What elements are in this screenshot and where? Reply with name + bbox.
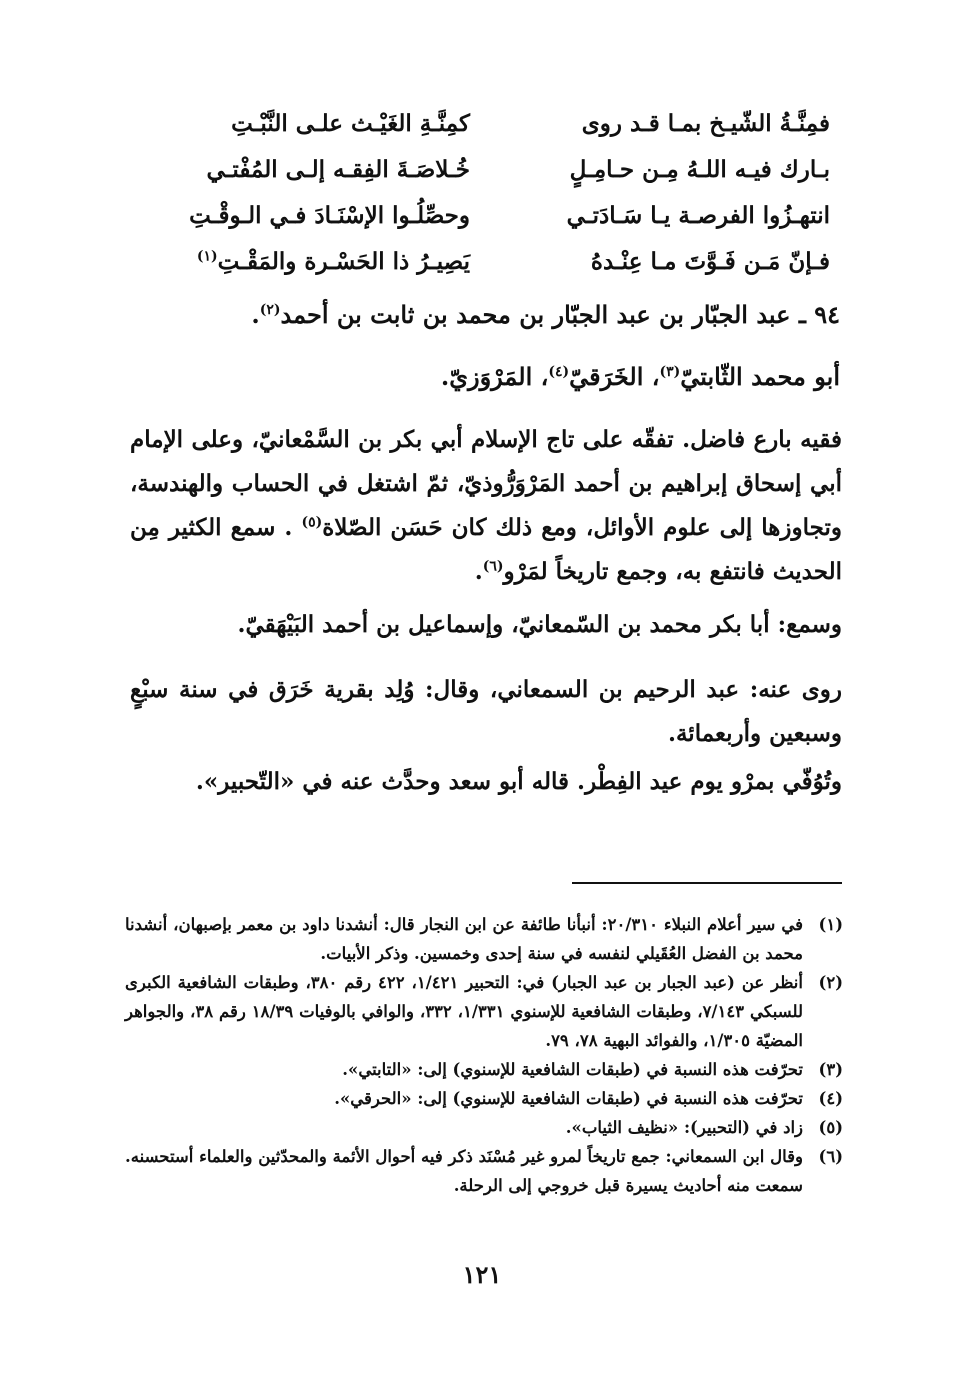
verse-first-hemistich: فـإنّ مَـن فَـوَّتَ مـا عِنْـدهُ — [590, 247, 830, 275]
footnote-text: زاد في (التحبير): «نظيف الثياب». — [565, 1118, 803, 1137]
verse-second-hemistich — [150, 110, 470, 137]
verse-second-hemistich — [150, 156, 470, 183]
footnote-text: أنظر عن (عبد الجبار بن عبد الجبار) في: التحبير ١/٤٢١، ٤٢٢ رقم ٣٨٠، وطبقات الشافعية الكبرى للسبكي ٧/١٤٣، وطبقات الشافعية للإسنوي ١/٣٣١، ٣٣٢، والوافي بالوفيات ١٨/٣٩ رقم ٣٨، والجواهر المضيّة ١/٣٠٥، والفوائد البهية ٧٨، ٧٩. — [125, 973, 803, 1050]
verse-second-text: خُـلاصَـةَ الفِقـه إلـى المُفْتـي — [206, 155, 470, 183]
paragraph-text: . سمع الكثير مِن الحديث فانتفع به، وجمع تاريخاً لمَرْو — [130, 514, 842, 585]
footnote-text: في سير أعلام النبلاء ٢٠/٣١٠: أنبأنا طائفة عن ابن النجار قال: أنشدنا داود بن معمر بإصبهان، أنشدنا محمد بن الفضل العُقَيلي لنفسه في سنة إحدى وخمسين. وذكر الأبيات. — [125, 915, 803, 963]
footnote-item — [125, 968, 843, 1055]
footnote-number: (١) — [818, 915, 843, 934]
body-paragraph: وتُوُفّي بمرْو يوم عيد الفِطْر. قاله أبو سعد وحدَّث عنه في «التّحبير». — [195, 768, 842, 795]
footnote-ref: (٥) — [301, 514, 323, 531]
footnote-text: تحرّفت هذه النسبة في (طبقات الشافعية للإسنوي) إلى: «الحرقي». — [334, 1089, 803, 1108]
paragraph-text: . — [474, 558, 483, 585]
poem-verses — [150, 100, 830, 284]
footnote-number: (٦) — [818, 1147, 843, 1166]
footnote-number: (٤) — [818, 1089, 843, 1108]
footnote-divider — [572, 882, 842, 884]
footnote-ref: (٦) — [482, 558, 504, 575]
footnote-text: وقال ابن السمعاني: جمع تاريخاً لمرو غير مُسْنَد ذكر فيه أحوال الأئمة والمحدّثين والعلماء أستحسنه. سمعت منه أحاديث يسيرة قبل خروجي إلى الرحلة. — [125, 1147, 803, 1195]
verse-first-hemistich: انتهـزُوا الفرصـة يـا سَـادَتـي — [566, 201, 830, 229]
footnote-number: (٢) — [818, 973, 843, 992]
body-paragraph — [130, 418, 842, 594]
verse-first-hemistich: فمِنَّـةُ الشّيـخ بمـا قـد روى — [581, 109, 830, 137]
entry-title-end: . — [251, 300, 260, 329]
verse-line — [150, 192, 830, 238]
footnote-item — [125, 1055, 843, 1084]
body-paragraph: روى عنه: عبد الرحيم بن السمعاني، وقال: وُلِد بقرية خَرَق في سنة سبْعٍ وسبعين وأربعمائة. — [130, 676, 842, 747]
verse-line — [150, 146, 830, 192]
nisba-part: أبو محمد الثّابتيّ — [680, 362, 840, 391]
verse-line — [150, 238, 830, 284]
verse-second-hemistich — [150, 202, 470, 229]
footnote-item — [125, 910, 843, 968]
footnote-text: تحرّفت هذه النسبة في (طبقات الشافعية للإسنوي) إلى: «التابتي». — [342, 1060, 803, 1079]
verse-second-text: يَصِيـرُ ذا الحَسْـرة والمَقْـتِ — [217, 247, 470, 275]
nisba-part: ، المَرْوَزيّ. — [440, 362, 549, 391]
verse-second-text: كمِنَّـةِ الغَيْـث علـى النَّبْـتِ — [231, 109, 470, 137]
verse-second-hemistich — [150, 248, 470, 275]
paragraph-text: فقيه بارع فاضل. تفقّه على تاج الإسلام أبي بكر بن السَّمْعانيّ، وعلى الإمام أبي إسحاق إبراهيم بن أحمد المَرْوَرُّوذيّ، ثمّ اشتغل في الحساب والهندسة، وتجاوزها إلى علوم الأوائل، ومع ذلك كان حَسَن الصّلاة — [130, 426, 842, 541]
entry-nisba — [140, 362, 840, 391]
verse-first-hemistich: بـارك فيـه اللـهُ مِـن حـامِـلٍ — [569, 155, 830, 183]
footnote-ref: (٢) — [259, 302, 281, 318]
page-number: ١٢١ — [462, 1260, 502, 1289]
footnote-ref: (٤) — [548, 364, 570, 380]
entry-title — [140, 300, 840, 329]
footnote-number: (٥) — [818, 1118, 843, 1137]
footnotes — [125, 910, 843, 1200]
footnote-item — [125, 1113, 843, 1142]
verse-second-text: وحصِّلُـوا الإسْنَـادَ فـي الـوقْـتِ — [189, 201, 470, 229]
footnote-ref: (٣) — [659, 364, 681, 380]
footnote-number: (٣) — [818, 1060, 843, 1079]
footnote-item — [125, 1084, 843, 1113]
footnote-ref: (١) — [196, 247, 218, 264]
body-paragraph: وسمع: أبا بكر محمد بن السّمعانيّ، وإسماعيل بن أحمد البَيْهَقيّ. — [237, 611, 842, 638]
footnote-item — [125, 1142, 843, 1200]
entry-title-text: ٩٤ ـ عبد الجبّار بن عبد الجبّار بن محمد بن ثابت بن أحمد — [280, 300, 840, 329]
verse-line — [150, 100, 830, 146]
nisba-part: ، الخَرَقيّ — [569, 362, 660, 391]
